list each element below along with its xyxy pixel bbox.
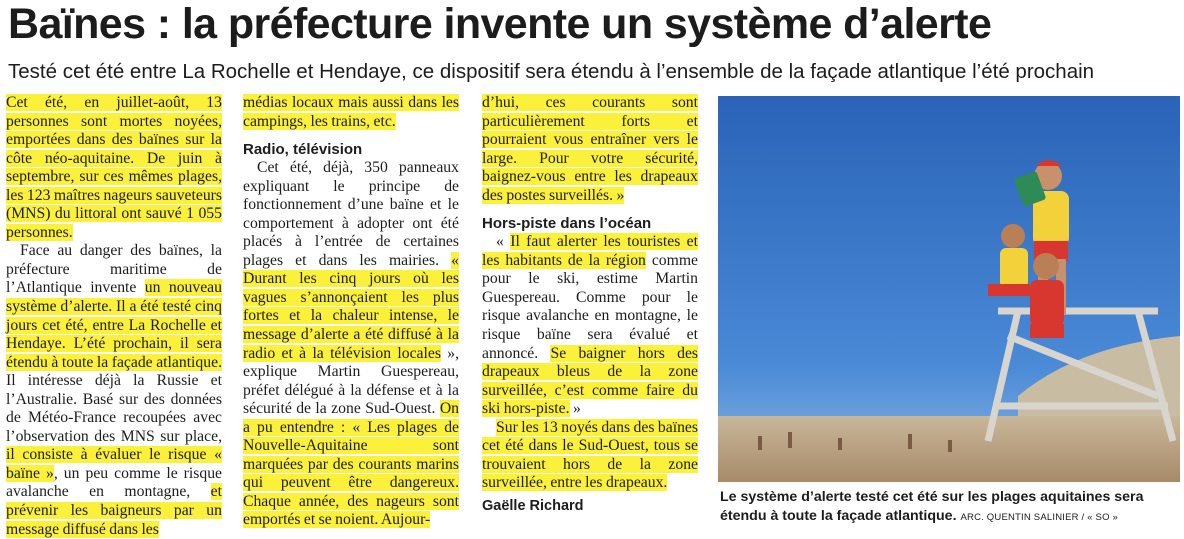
text-run: Cet été, déjà, 350 panneaux expliquant le principe de fonctionnement d’une baïne et le comportement à adopter ont été placés à l’entrée de certaines plages et dans les mairies.	[243, 159, 459, 269]
text-run: comme pour le ski, estime Martin Guespereau. Comme pour le risque avalanche en montagne, le risque baïne sera évalué et annoncé.	[482, 251, 698, 362]
subheadline: Testé cet été entre La Rochelle et Hendaye, ce dispositif sera étendu à l’ensemble de la façade atlantique l’été prochain	[8, 60, 1095, 83]
text-run: , un peu comme le risque avalanche en montagne,	[6, 464, 223, 501]
caption-text: Le système d’alerte testé cet été sur les plages aquitaines sera étendu à toute la façade atlantique.	[720, 489, 1144, 524]
article-column-3	[482, 94, 698, 515]
headline: Baïnes : la préfecture invente un système d’alerte	[8, 0, 992, 48]
highlighted-text: Se baigner hors des drapeaux bleus de la zone surveillée, c’est comme faire du ski hors-piste.	[482, 344, 699, 418]
section-heading: Hors-piste dans l’océan	[482, 215, 652, 233]
paragraph	[482, 94, 698, 205]
paragraph	[482, 419, 698, 493]
text-run: Face au danger des baïnes, la préfecture maritime de l’Atlantique invente	[6, 242, 222, 297]
text-run: », explique Martin Guespereau, préfet délégué à la défense et à la sécurité de la zone Sud-Ouest.	[243, 344, 460, 418]
author-signature: Gaëlle Richard	[482, 497, 584, 514]
paragraph	[243, 159, 459, 530]
lifeguard-seated-center	[1030, 253, 1064, 338]
paragraph	[243, 94, 459, 131]
highlighted-text: il consiste à évaluer le risque « baïne »	[6, 446, 222, 482]
highlighted-text: Sur les 13 noyés dans des baïnes cet été dans le Sud-Ouest, tous se trouvaient hors de la zone surveillée, entre les drapeaux.	[482, 418, 698, 492]
highlighted-text: d’hui, ces courants sont particulièrement forts et pourraient vous entraîner vers le large. Pour votre sécurité, baignez-vous entre les drapeaux des postes surveillés. »	[482, 94, 698, 204]
highlighted-text: Il faut alerter les touristes et les habitants de la région	[482, 233, 699, 269]
photo-credit: ARC. QUENTIN SALINIER / « SO »	[960, 512, 1118, 523]
lifeguard-photo	[718, 96, 1180, 482]
highlighted-text: un nouveau système d’alerte. Il a été testé cinq jours cet été, entre La Rochelle et Hendaye. L’été prochain, il sera étendu à toute la façade atlantique.	[6, 279, 222, 371]
highlighted-text: On a pu entendre : « Les plages de Nouvelle-Aquitaine sont marquées par des courants marins qui peuvent être dangereux. Chaque année, des nageurs sont emportés et se noient. Aujour-	[243, 400, 459, 529]
text-run: »	[569, 400, 581, 418]
section-heading: Radio, télévision	[243, 141, 363, 159]
highlighted-text: et prévenir les baigneurs par un message diffusé dans les	[6, 483, 222, 538]
paragraph	[482, 233, 698, 418]
highlighted-text: médias locaux mais aussi dans les campings, les trains, etc.	[243, 94, 459, 130]
text-run: Il intéresse déjà la Russie et l’Australie. Basé sur des données de Météo-France recoupées avec l’observation des MNS sur place,	[6, 372, 222, 445]
text-run: «	[496, 233, 511, 251]
paragraph	[6, 242, 222, 539]
article-column-1	[6, 94, 222, 539]
photo-caption	[720, 488, 1180, 527]
highlighted-text: « Durant les cinq jours où les vagues s’annonçaient les plus fortes et la chaleur intense, le message d’alerte a été diffusé à la radio et à la télévision locales	[243, 251, 459, 362]
paragraph	[6, 94, 222, 242]
highlighted-text: Cet été, en juillet-août, 13 personnes sont mortes noyées, emportées dans des baïnes sur la côte néo-aquitaine. De juin à septembre, sur ces mêmes plages, les 123 maîtres nageurs sauveteurs (MNS) du littoral ont sauvé 1 055 personnes.	[6, 94, 222, 241]
article-column-2	[243, 94, 459, 530]
